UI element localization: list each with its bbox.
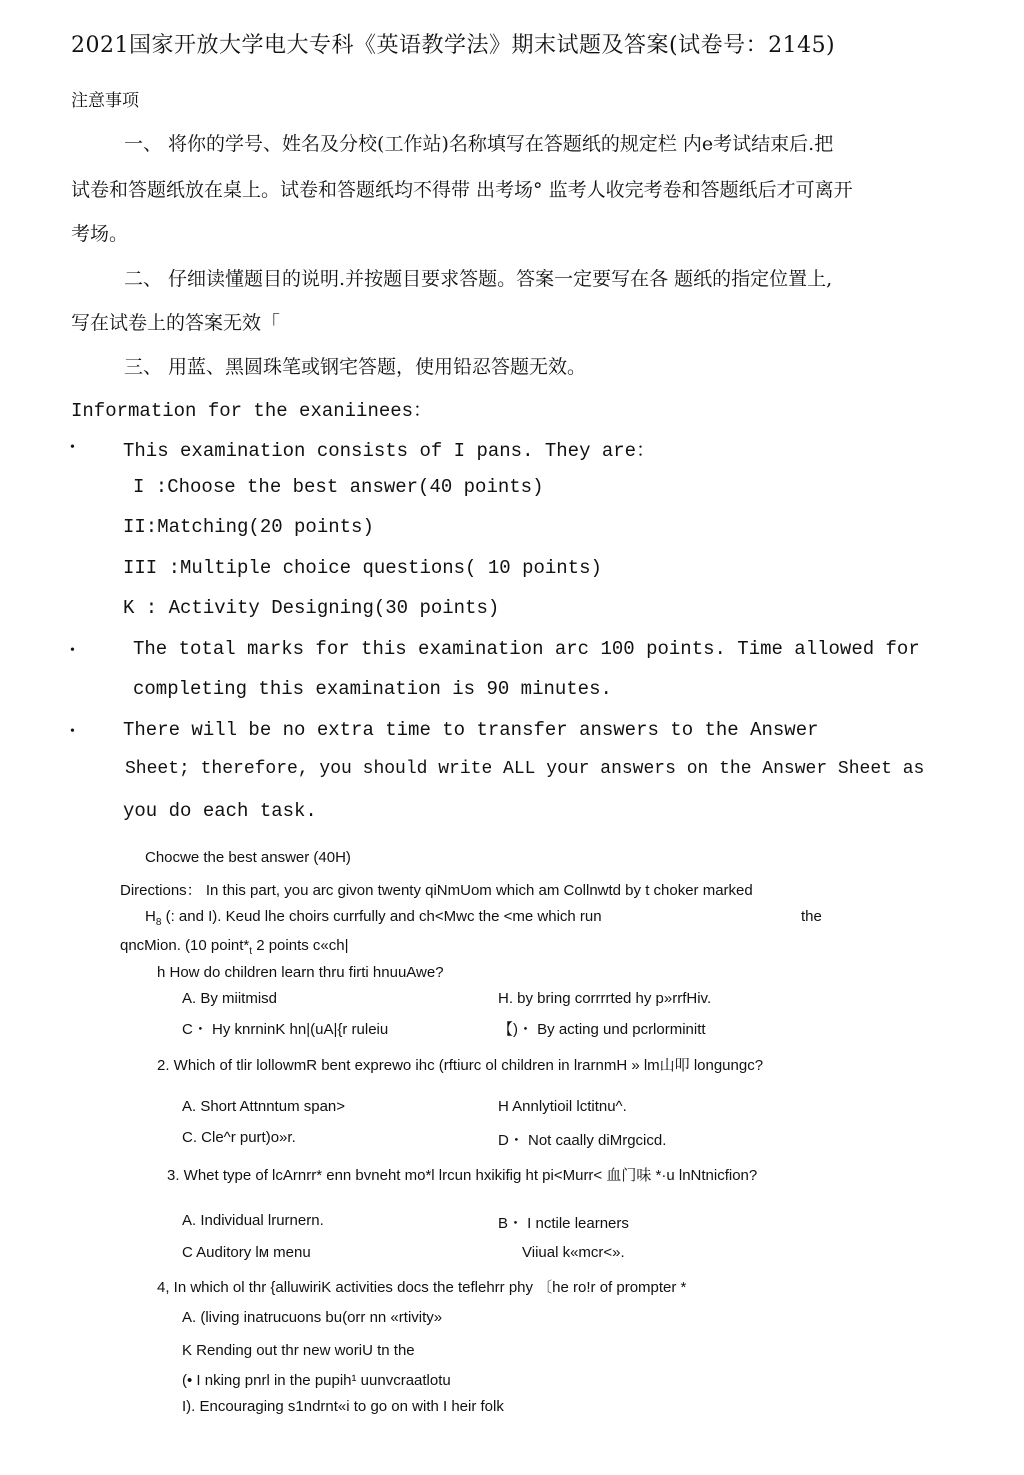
directions-line1: Directions： In this part, you arc givon twenty qiNmUom which am Collnwtd by t choker marked xyxy=(120,882,753,899)
directions-line2-right: the xyxy=(801,908,822,925)
question-2-option-d: D・ Not caally diMrgcicd. xyxy=(498,1132,667,1149)
info-bullet3-line3: you do each task. xyxy=(123,800,317,822)
directions-line2-a: H xyxy=(145,908,156,925)
question-2-option-b: H Annlytioil lctitnu^. xyxy=(498,1098,627,1115)
notice-item1-line1: 一、 将你的学号、姓名及分校(工作站)名称填写在答题纸的规定栏 内e考试结束后.把 xyxy=(124,133,834,155)
question-1-option-b: H. by bring corrrrted hy p»rrfHiv. xyxy=(498,990,712,1007)
info-heading: Information for the exaniinees： xyxy=(71,400,433,422)
directions-line3 xyxy=(120,937,348,957)
info-bullet3-line1: There will be no extra time to transfer answers to the Answer xyxy=(123,719,819,741)
question-4-option-c: (• I nking pnrl in the pupih¹ uunvcraatlotu xyxy=(182,1372,451,1389)
question-4-option-a: A. (living inatrucuons bu(orr nn «rtivity» xyxy=(182,1309,443,1326)
question-2-option-a: A. Short Attnntum span> xyxy=(182,1098,346,1115)
directions-line3-a: qncMion. (10 point* xyxy=(120,937,250,954)
notice-item2-line1: 二、 仔细读懂题目的说明.并按题目要求答题。答案一定要写在各 题纸的指定位置上, xyxy=(124,268,833,290)
question-3-option-d: Viiual k«mcr<». xyxy=(522,1244,625,1261)
directions-line2 xyxy=(145,908,602,928)
question-3-stem: 3. Whet type of lcArnrr* enn bvneht mo*l lrcun hxikifig ht pi<Murr< 血门味 *·u lnNtnicfion? xyxy=(167,1167,758,1184)
question-1-option-a: A. By miitmisd xyxy=(182,990,278,1007)
directions-line3-b: 2 points c«ch| xyxy=(252,937,349,954)
question-2-option-c: C. Cle^r purt)o»r. xyxy=(182,1129,296,1146)
notice-item1-line3: 考场。 xyxy=(71,223,129,245)
bullet-marker-2: • xyxy=(70,643,75,658)
section1-heading: Chocwe the best answer (40H) xyxy=(145,849,351,866)
question-2-stem: 2. Which of tlir lollowmR bent exprewo ihc (rftiurc ol children in lrarnmH » lm山叩 longungc? xyxy=(157,1057,764,1074)
question-3-option-c: C Auditory lм menu xyxy=(182,1244,311,1261)
bullet-marker-1: • xyxy=(70,440,75,455)
notice-heading: 注意事项 xyxy=(71,91,139,111)
question-4-option-d: I). Encouraging s1ndrnt«i to go on with I heir folk xyxy=(182,1398,504,1415)
question-1-stem: h How do children learn thru firti hnuuAwe? xyxy=(157,964,444,981)
page-title: 2021国家开放大学电大专科《英语教学法》期末试题及答案(试卷号：2145) xyxy=(71,33,836,58)
question-3-option-a: A. Individual lrurnern. xyxy=(182,1212,324,1229)
question-1-option-d: 【)・ By acting und pcrlorminitt xyxy=(498,1021,706,1038)
info-bullet2-line2: completing this examination is 90 minutes. xyxy=(133,678,612,700)
info-bullet3-line2: Sheet; therefore, you should write ALL your answers on the Answer Sheet as xyxy=(125,759,925,779)
bullet-marker-3: • xyxy=(70,724,75,739)
notice-item2-line2: 写在试卷上的答案无效「 xyxy=(71,312,281,334)
question-4-stem: 4, In which ol thr {alluwiriK activities docs the teflehrr phy 〔he ro!r of prompter * xyxy=(157,1279,687,1296)
directions-line2-b: (: and I). Keud lhe choirs currfully and ch<Mwc the <me which run xyxy=(161,908,602,925)
info-part2: II:Matching(20 points) xyxy=(123,516,374,538)
question-3-option-b: B・ I nctile learners xyxy=(498,1215,629,1232)
question-1-option-c: C・ Hy knrninK hn|(uA|{r ruleiu xyxy=(182,1021,389,1038)
info-part4: K : Activity Designing(30 points) xyxy=(123,597,500,619)
info-part1: I :Choose the best answer(40 points) xyxy=(133,476,544,498)
question-4-option-b: K Rending out thr new woriU tn the xyxy=(182,1342,415,1359)
info-bullet1: This examination consists of I pans. They are： xyxy=(123,440,656,462)
info-bullet2-line1: The total marks for this examination arc 100 points. Time allowed for xyxy=(133,638,920,660)
notice-item3-line1: 三、 用蓝、黑圆珠笔或钢宅答题，使用铅忍答题无效。 xyxy=(124,356,587,378)
info-part3: III :Multiple choice questions( 10 points) xyxy=(123,557,602,579)
directions-line3-sub: t xyxy=(249,946,253,957)
directions-line2-sub: 8 xyxy=(155,917,162,928)
notice-item1-line2: 试卷和答题纸放在桌上。试卷和答题纸均不得带 出考场° 监考人收完考卷和答题纸后才可离开 xyxy=(71,179,853,201)
